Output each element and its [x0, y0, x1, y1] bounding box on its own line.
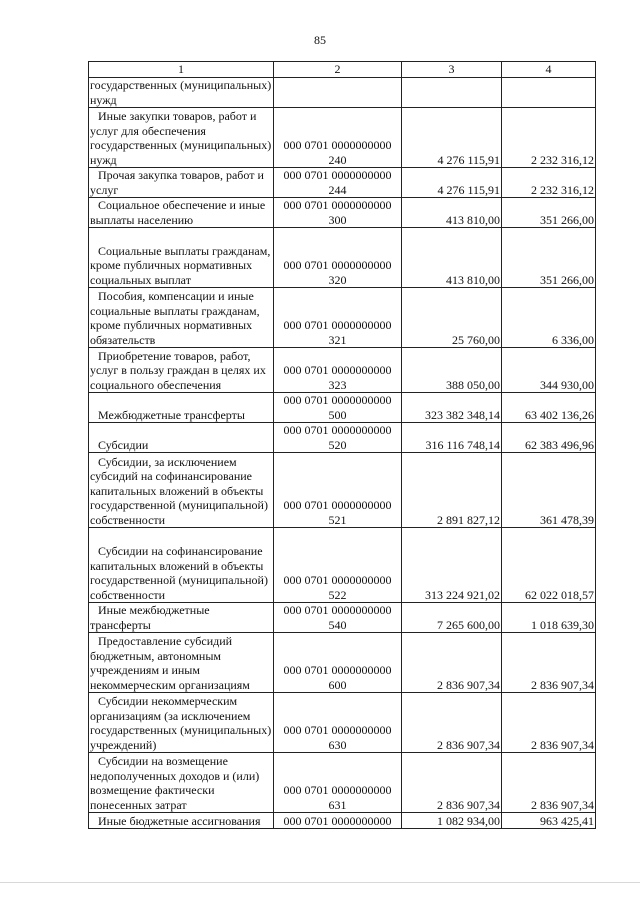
row-code-suffix: 520 — [328, 437, 347, 452]
row-code-cell — [274, 528, 402, 603]
row-code-cell — [274, 198, 402, 228]
row-value-col3: 388 050,00 — [402, 348, 502, 393]
row-code: 000 0701 0000000000 — [283, 258, 392, 272]
table-row — [89, 423, 596, 453]
row-name-cell — [89, 528, 274, 603]
table-row — [89, 813, 596, 829]
budget-table — [88, 61, 596, 829]
column-header-3: 3 — [402, 62, 502, 78]
row-value-col4: 2 232 316,12 — [502, 168, 596, 198]
row-value-col3: 7 265 600,00 — [402, 603, 502, 633]
row-name: государственных (муниципальных) нужд — [90, 78, 272, 107]
row-name-cell — [89, 753, 274, 813]
row-value-col4: 963 425,41 — [502, 813, 596, 829]
row-name: Иные межбюджетные трансферты — [90, 603, 210, 632]
row-code-cell — [274, 423, 402, 453]
table-row — [89, 78, 596, 108]
row-code-suffix: 521 — [328, 512, 347, 527]
page-number: 85 — [314, 33, 326, 47]
row-name-cell — [89, 633, 274, 693]
row-value-col4: 62 022 018,57 — [502, 528, 596, 603]
row-value-col4: 63 402 136,26 — [502, 393, 596, 423]
row-code-cell — [274, 168, 402, 198]
row-name: Иные бюджетные ассигнования — [98, 813, 261, 828]
row-code: 000 0701 0000000000 — [283, 603, 392, 617]
column-header-1: 1 — [89, 62, 274, 78]
table-row — [89, 753, 596, 813]
page-bottom-rule — [0, 882, 640, 883]
row-name: Приобретение товаров, работ, услуг в пользу граждан в целях их социального обеспечения — [90, 348, 266, 392]
row-code: 000 0701 0000000000 — [283, 138, 392, 152]
row-code-suffix: 321 — [328, 332, 347, 347]
row-value-col4: 344 930,00 — [502, 348, 596, 393]
column-header-4: 4 — [502, 62, 596, 78]
row-value-col3: 2 836 907,34 — [402, 693, 502, 753]
table-row — [89, 393, 596, 423]
row-name-cell — [89, 108, 274, 168]
row-name: Субсидии, за исключением субсидий на софинансирование капитальных вложений в объекты государственной (муниципальной) собственности — [90, 454, 268, 527]
row-code: 000 0701 0000000000 — [283, 498, 392, 512]
row-code: 000 0701 0000000000 — [283, 813, 392, 828]
row-name-cell — [89, 168, 274, 198]
row-value-col3: 1 082 934,00 — [402, 813, 502, 829]
row-code-suffix: 540 — [328, 617, 347, 632]
row-value-col3: 25 760,00 — [402, 288, 502, 348]
row-name-cell — [89, 813, 274, 829]
row-code-cell — [274, 633, 402, 693]
row-code-cell — [274, 78, 402, 108]
row-code: 000 0701 0000000000 — [283, 783, 392, 797]
row-name-cell — [89, 393, 274, 423]
row-value-col4: 351 266,00 — [502, 228, 596, 288]
table-row — [89, 603, 596, 633]
row-name: Пособия, компенсации и иные социальные выплаты гражданам, кроме публичных нормативных обязательств — [90, 289, 260, 347]
table-row — [89, 453, 596, 528]
row-value-col3: 2 836 907,34 — [402, 753, 502, 813]
row-code-suffix: 300 — [328, 212, 347, 227]
row-code: 000 0701 0000000000 — [283, 168, 392, 182]
row-name-cell — [89, 693, 274, 753]
row-value-col3: 313 224 921,02 — [402, 528, 502, 603]
row-code: 000 0701 0000000000 — [283, 723, 392, 737]
table-row — [89, 693, 596, 753]
row-value-col4: 62 383 496,96 — [502, 423, 596, 453]
table-row — [89, 228, 596, 288]
header-row — [89, 62, 596, 78]
row-value-col3: 4 276 115,91 — [402, 168, 502, 198]
row-value-col4: 2 836 907,34 — [502, 633, 596, 693]
row-code-cell — [274, 393, 402, 423]
table-row — [89, 198, 596, 228]
row-code: 000 0701 0000000000 — [283, 663, 392, 677]
row-code-suffix: 320 — [328, 272, 347, 287]
row-name: Прочая закупка товаров, работ и услуг — [90, 168, 264, 197]
row-code-suffix: 500 — [328, 407, 347, 422]
row-code-suffix: 323 — [328, 377, 347, 392]
row-value-col3: 413 810,00 — [402, 198, 502, 228]
row-value-col3 — [402, 78, 502, 108]
table-row — [89, 633, 596, 693]
table-row — [89, 348, 596, 393]
table-header — [89, 62, 596, 78]
row-name: Иные закупки товаров, работ и услуг для обеспечения государственных (муниципальных) нужд — [90, 109, 272, 167]
row-code-suffix: 240 — [328, 152, 347, 167]
row-code: 000 0701 0000000000 — [283, 318, 392, 332]
row-name-cell — [89, 228, 274, 288]
table-row — [89, 288, 596, 348]
row-code-cell — [274, 813, 402, 829]
row-code: 000 0701 0000000000 — [283, 198, 392, 212]
row-name: Предоставление субсидий бюджетным, автономным учреждениям и иным некоммерческим организациям — [90, 634, 250, 692]
row-code-cell — [274, 453, 402, 528]
row-code-cell — [274, 753, 402, 813]
row-name-cell — [89, 78, 274, 108]
row-code-cell — [274, 108, 402, 168]
row-name-cell — [89, 288, 274, 348]
table-row — [89, 108, 596, 168]
row-value-col3: 2 836 907,34 — [402, 633, 502, 693]
row-value-col4: 2 232 316,12 — [502, 108, 596, 168]
row-code-cell — [274, 603, 402, 633]
table-row — [89, 168, 596, 198]
row-value-col4 — [502, 78, 596, 108]
column-header-2: 2 — [274, 62, 402, 78]
row-name-cell — [89, 603, 274, 633]
row-code: 000 0701 0000000000 — [283, 363, 392, 377]
row-code-cell — [274, 228, 402, 288]
row-value-col3: 413 810,00 — [402, 228, 502, 288]
table-body — [89, 78, 596, 829]
row-value-col4: 6 336,00 — [502, 288, 596, 348]
table-row — [89, 528, 596, 603]
row-name: Социальное обеспечение и иные выплаты населению — [90, 198, 266, 227]
row-value-col3: 2 891 827,12 — [402, 453, 502, 528]
row-name: Субсидии на возмещение недополученных доходов и (или) возмещение фактически понесенных затрат — [90, 754, 260, 812]
row-name: Социальные выплаты гражданам, кроме публичных нормативных социальных выплат — [90, 243, 271, 287]
row-value-col4: 361 478,39 — [502, 453, 596, 528]
row-code: 000 0701 0000000000 — [283, 423, 392, 437]
row-code: 000 0701 0000000000 — [283, 573, 392, 587]
row-name-cell — [89, 423, 274, 453]
row-name: Субсидии — [98, 437, 149, 452]
row-value-col4: 1 018 639,30 — [502, 603, 596, 633]
row-name: Субсидии некоммерческим организациям (за исключением государственных (муниципальных) учреждений) — [90, 694, 272, 752]
row-code-cell — [274, 348, 402, 393]
row-value-col3: 316 116 748,14 — [402, 423, 502, 453]
row-value-col3: 4 276 115,91 — [402, 108, 502, 168]
row-code-suffix: 600 — [328, 677, 347, 692]
row-value-col4: 351 266,00 — [502, 198, 596, 228]
row-code-suffix: 522 — [328, 587, 347, 602]
row-name-cell — [89, 453, 274, 528]
row-code-suffix: 631 — [328, 797, 347, 812]
row-value-col4: 2 836 907,34 — [502, 753, 596, 813]
row-code-suffix: 244 — [328, 182, 347, 197]
row-code-suffix: 630 — [328, 737, 347, 752]
row-code-cell — [274, 288, 402, 348]
row-code: 000 0701 0000000000 — [283, 393, 392, 407]
row-name-cell — [89, 198, 274, 228]
row-name-cell — [89, 348, 274, 393]
row-name: Межбюджетные трансферты — [98, 407, 245, 422]
row-code-cell — [274, 693, 402, 753]
row-value-col3: 323 382 348,14 — [402, 393, 502, 423]
row-value-col4: 2 836 907,34 — [502, 693, 596, 753]
row-name: Субсидии на софинансирование капитальных вложений в объекты государственной (муниципальной) собственности — [90, 544, 268, 602]
